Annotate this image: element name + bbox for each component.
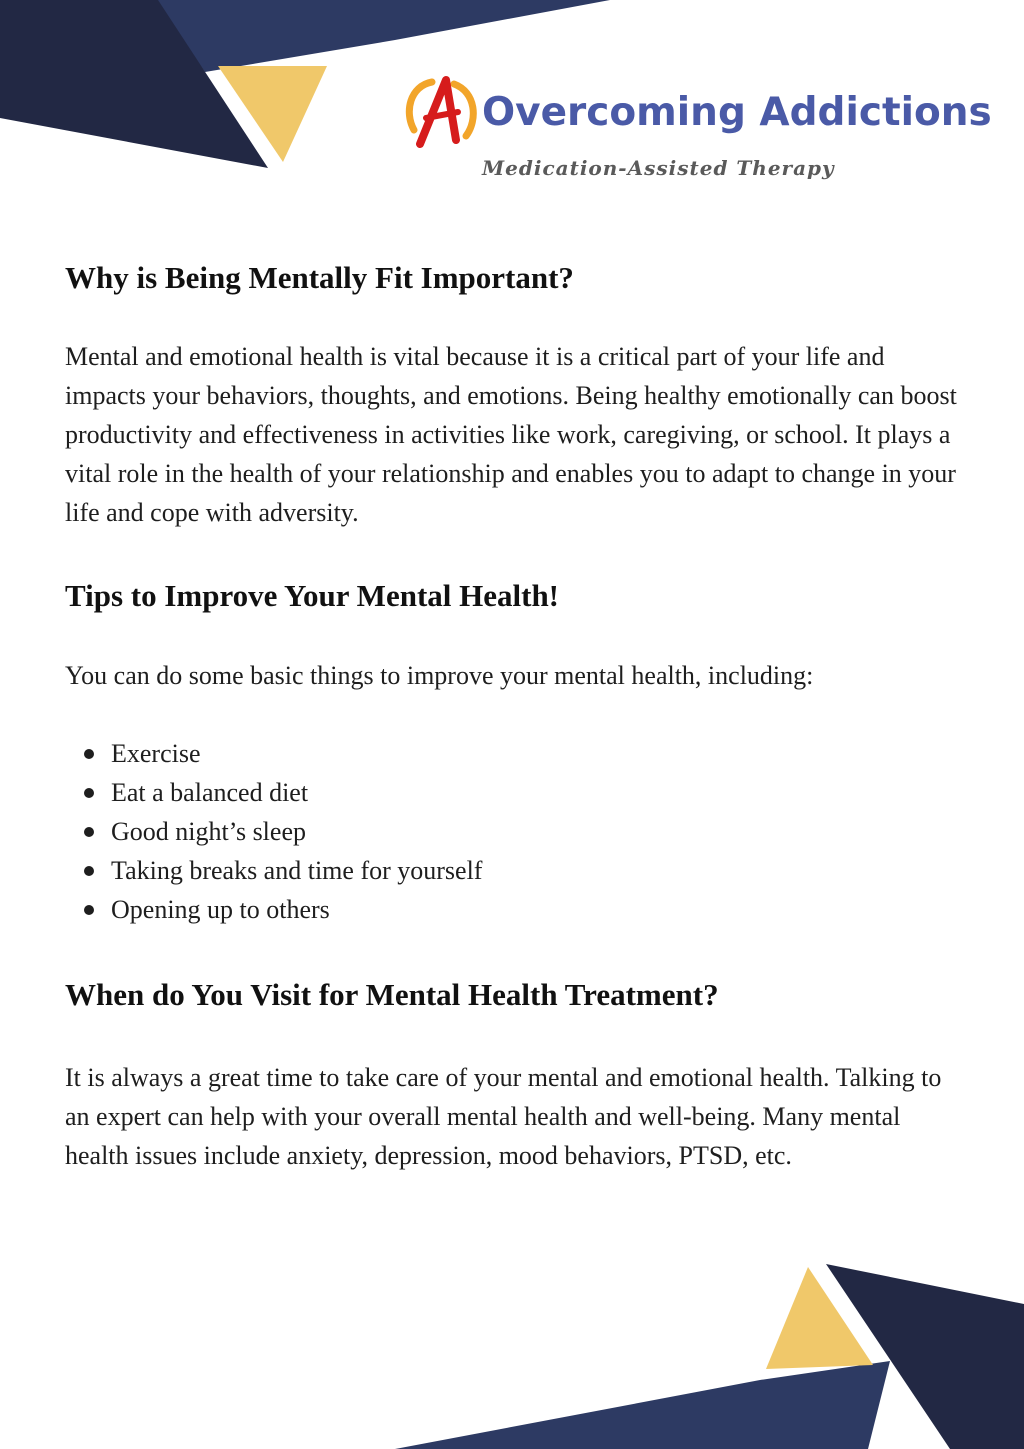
list-item: Taking breaks and time for yourself (65, 851, 965, 890)
article-content (65, 256, 965, 1175)
brand-logo (402, 74, 992, 194)
section-body-when: It is always a great time to take care of your mental and emotional health. Talking to an expert can help with your overall mental health and well-being. Many mental health issues include anxiety, depression, mood behaviors, PTSD, etc. (65, 1063, 942, 1170)
bottom-right-dark-shape (826, 1264, 1024, 1449)
list-item: Eat a balanced diet (65, 773, 965, 812)
top-mid-navy-band (155, 0, 610, 72)
top-gold-triangle (218, 66, 327, 162)
list-item: Good night’s sleep (65, 812, 965, 851)
section-intro-tips: You can do some basic things to improve your mental health, including: (65, 661, 814, 690)
bottom-gold-triangle (766, 1267, 873, 1369)
section-heading-tips: Tips to Improve Your Mental Health! (65, 578, 560, 613)
section-heading-why: Why is Being Mentally Fit Important? (65, 260, 574, 295)
brand-tagline: Medication-Assisted Therapy (482, 156, 835, 180)
top-left-dark-shape (0, 0, 268, 168)
bottom-mid-navy-band (395, 1361, 890, 1449)
section-body-why: Mental and emotional health is vital because it is a critical part of your life and impacts your behaviors, thoughts, and emotions. Being healthy emotionally can boost productivity and effectiveness in activities like work, caregiving, or school. It plays a vital role in the health of your relationship and enables you to adapt to change in your life and cope with adversity. (65, 342, 957, 527)
section-heading-when: When do You Visit for Mental Health Treatment? (65, 977, 719, 1012)
tips-list (65, 734, 965, 929)
logo-a-icon (402, 74, 484, 156)
list-item: Opening up to others (65, 890, 965, 929)
list-item: Exercise (65, 734, 965, 773)
brand-name: Overcoming Addictions (482, 90, 992, 135)
